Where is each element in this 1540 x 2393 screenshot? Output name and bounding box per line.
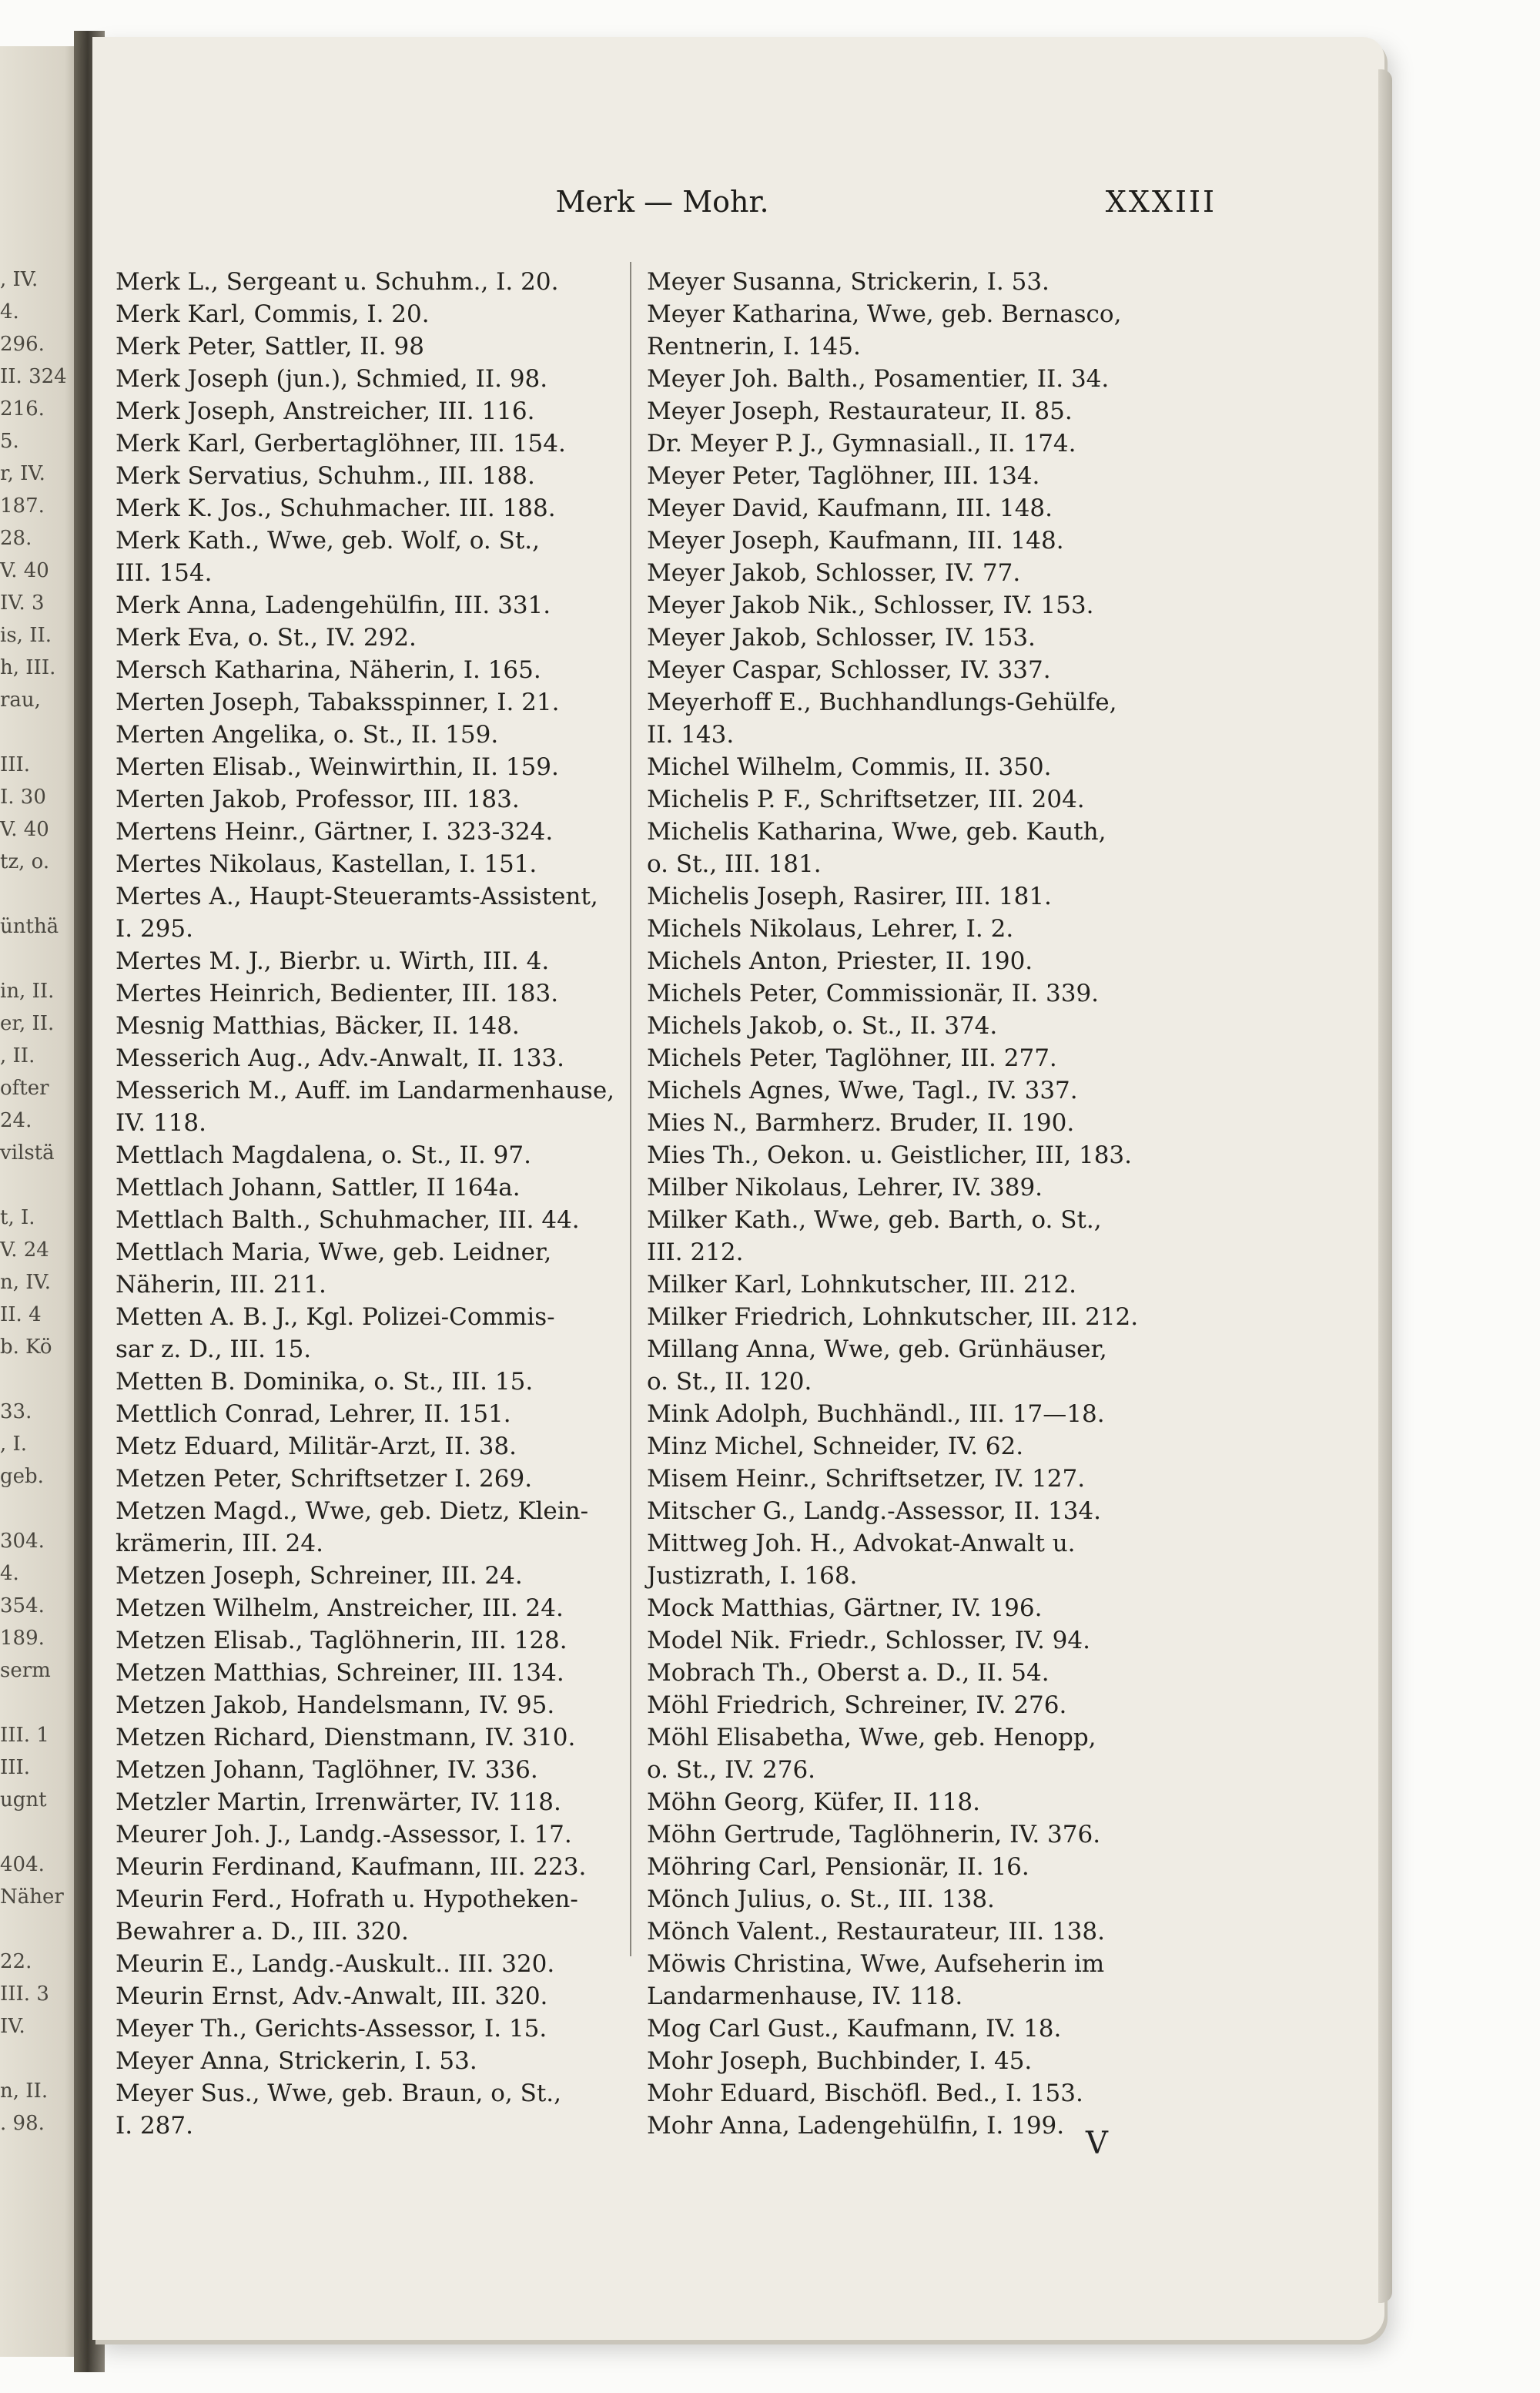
directory-entry-line: Merk Karl, Commis, I. 20. [116, 300, 430, 328]
directory-entry-line: Metzen Jakob, Handelsmann, IV. 95. [116, 1691, 555, 1719]
facing-page-fragment: . 98. [0, 2112, 45, 2135]
facing-page-fragment: V. 40 [0, 818, 49, 841]
directory-entry-line: Meyer Katharina, Wwe, geb. Bernasco, [647, 300, 1122, 328]
directory-entry-line: o. St., III. 181. [647, 850, 822, 878]
facing-page-fragment: tz, o. [0, 850, 50, 873]
directory-entry-line: Meyer Jakob Nik., Schlosser, IV. 153. [647, 592, 1094, 619]
directory-entry-line: sar z. D., III. 15. [116, 1336, 312, 1363]
directory-entry-line: Metten A. B. J., Kgl. Polizei-Commis- [116, 1303, 555, 1331]
directory-entry-line: Mobrach Th., Oberst a. D., II. 54. [647, 1659, 1050, 1687]
directory-entry-line: Meurin Ferd., Hofrath u. Hypotheken- [116, 1885, 578, 1913]
directory-entry-line: Mock Matthias, Gärtner, IV. 196. [647, 1594, 1043, 1622]
facing-page-fragment: ugnt [0, 1788, 47, 1812]
directory-entry-line: Merk Peter, Sattler, II. 98 [116, 333, 424, 360]
facing-page-fragment: 22. [0, 1950, 32, 1973]
directory-entry-line: Michels Jakob, o. St., II. 374. [647, 1012, 998, 1040]
directory-entry-line: Möhn Gertrude, Taglöhnerin, IV. 376. [647, 1821, 1101, 1848]
directory-entry-line: IV. 118. [116, 1109, 206, 1137]
directory-entry-line: Merk Karl, Gerbertaglöhner, III. 154. [116, 430, 566, 457]
directory-entry-line: Mertens Heinr., Gärtner, I. 323-324. [116, 818, 554, 846]
directory-entry-line: Möhl Friedrich, Schreiner, IV. 276. [647, 1691, 1067, 1719]
directory-entry-line: Mettlich Conrad, Lehrer, II. 151. [116, 1400, 511, 1428]
directory-entry-line: Merk Joseph (jun.), Schmied, II. 98. [116, 365, 548, 393]
facing-page-fragment: 187. [0, 494, 45, 518]
directory-entry-line: III. 154. [116, 559, 213, 587]
directory-entry-line: Meyer Sus., Wwe, geb. Braun, o, St., [116, 2080, 561, 2107]
directory-entry-line: Meurer Joh. J., Landg.-Assessor, I. 17. [116, 1821, 572, 1848]
directory-entry-line: Merk Servatius, Schuhm., III. 188. [116, 462, 535, 490]
directory-entry-line: Mittweg Joh. H., Advokat-Anwalt u. [647, 1530, 1076, 1557]
directory-entry-line: Metzen Joseph, Schreiner, III. 24. [116, 1562, 523, 1590]
directory-entry-line: Messerich M., Auff. im Landarmenhause, [116, 1077, 615, 1104]
facing-page-fragment: , IV. [0, 268, 38, 291]
directory-entry-line: Messerich Aug., Adv.-Anwalt, II. 133. [116, 1044, 564, 1072]
directory-entry-line: Möhring Carl, Pensionär, II. 16. [647, 1853, 1029, 1881]
facing-page-fragment: II. 4 [0, 1303, 42, 1326]
facing-page-fragment: , II. [0, 1044, 35, 1067]
page-edge-shadow [1378, 69, 1392, 2303]
page-numeral: XXXIII [1105, 185, 1217, 219]
facing-page-fragment: V. 24 [0, 1238, 49, 1262]
directory-entry-line: Justizrath, I. 168. [647, 1562, 858, 1590]
directory-entry-line: Michelis Joseph, Rasirer, III. 181. [647, 883, 1052, 910]
directory-entry-line: Mertes Nikolaus, Kastellan, I. 151. [116, 850, 537, 878]
facing-page-fragment: III. [0, 1756, 31, 1779]
directory-entry-line: Metzen Peter, Schriftsetzer I. 269. [116, 1465, 533, 1493]
directory-entry-line: Milker Karl, Lohnkutscher, III. 212. [647, 1271, 1077, 1299]
directory-entry-line: Mertes A., Haupt-Steueramts-Assistent, [116, 883, 598, 910]
facing-page-fragment: h, III. [0, 656, 56, 679]
directory-entry-line: Meyer Peter, Taglöhner, III. 134. [647, 462, 1040, 490]
directory-entry-line: Mies N., Barmherz. Bruder, II. 190. [647, 1109, 1075, 1137]
directory-entry-line: Meyer Anna, Strickerin, I. 53. [116, 2047, 477, 2075]
facing-page-fragment: b. Kö [0, 1336, 52, 1359]
facing-page-fragment: V. 40 [0, 559, 49, 582]
facing-page-fragment: I. 30 [0, 786, 46, 809]
facing-page-fragment: 216. [0, 397, 45, 421]
facing-page-fragment: IV. [0, 2015, 25, 2038]
directory-entry-line: Metzen Richard, Dienstmann, IV. 310. [116, 1724, 576, 1751]
directory-entry-line: Mönch Valent., Restaurateur, III. 138. [647, 1918, 1105, 1946]
directory-entry-line: Mitscher G., Landg.-Assessor, II. 134. [647, 1497, 1102, 1525]
directory-entry-line: Michel Wilhelm, Commis, II. 350. [647, 753, 1052, 781]
directory-entry-line: Merten Joseph, Tabaksspinner, I. 21. [116, 689, 560, 716]
directory-entry-line: Mog Carl Gust., Kaufmann, IV. 18. [647, 2015, 1062, 2043]
directory-entry-line: Möwis Christina, Wwe, Aufseherin im [647, 1950, 1105, 1978]
directory-entry-line: Meyer David, Kaufmann, III. 148. [647, 494, 1053, 522]
facing-page-fragment: IV. 3 [0, 592, 45, 615]
directory-entry-line: Meurin Ferdinand, Kaufmann, III. 223. [116, 1853, 587, 1881]
directory-entry-line: Michelis Katharina, Wwe, geb. Kauth, [647, 818, 1106, 846]
directory-entry-line: Metzen Magd., Wwe, geb. Dietz, Klein- [116, 1497, 589, 1525]
directory-entry-line: Metzen Wilhelm, Anstreicher, III. 24. [116, 1594, 564, 1622]
directory-entry-line: Merten Jakob, Professor, III. 183. [116, 786, 520, 813]
directory-entry-line: Merten Angelika, o. St., II. 159. [116, 721, 499, 749]
directory-entry-line: Metz Eduard, Militär-Arzt, II. 38. [116, 1433, 517, 1460]
directory-entry-line: Michels Anton, Priester, II. 190. [647, 947, 1033, 975]
directory-entry-line: Mertes M. J., Bierbr. u. Wirth, III. 4. [116, 947, 550, 975]
directory-entry-line: I. 287. [116, 2112, 193, 2140]
directory-entry-line: Meyerhoff E., Buchhandlungs-Gehülfe, [647, 689, 1117, 716]
facing-page-fragment: 24. [0, 1109, 32, 1132]
facing-page-fragment: 4. [0, 300, 19, 323]
directory-entry-line: Merten Elisab., Weinwirthin, II. 159. [116, 753, 559, 781]
directory-entry-line: Merk Joseph, Anstreicher, III. 116. [116, 397, 535, 425]
directory-entry-line: Möhn Georg, Küfer, II. 118. [647, 1788, 980, 1816]
directory-entry-line: krämerin, III. 24. [116, 1530, 323, 1557]
directory-entry-line: Möhl Elisabetha, Wwe, geb. Henopp, [647, 1724, 1096, 1751]
directory-entry-line: Michels Peter, Commissionär, II. 339. [647, 980, 1100, 1007]
directory-entry-line: Merk Anna, Ladengehülfin, III. 331. [116, 592, 551, 619]
facing-page-fragment: geb. [0, 1465, 44, 1488]
directory-entry-line: Mönch Julius, o. St., III. 138. [647, 1885, 995, 1913]
directory-entry-line: Meyer Jakob, Schlosser, IV. 153. [647, 624, 1036, 652]
directory-entry-line: Metzler Martin, Irrenwärter, IV. 118. [116, 1788, 561, 1816]
facing-page-fragment: 404. [0, 1853, 45, 1876]
directory-entry-line: Model Nik. Friedr., Schlosser, IV. 94. [647, 1627, 1090, 1654]
facing-page-fragment: in, II. [0, 980, 55, 1003]
directory-entry-line: o. St., II. 120. [647, 1368, 812, 1396]
facing-page-fragment: vilstä [0, 1141, 55, 1165]
facing-page-fragment: serm [0, 1659, 51, 1682]
directory-entry-line: Metzen Johann, Taglöhner, IV. 336. [116, 1756, 538, 1784]
directory-entry-line: II. 143. [647, 721, 735, 749]
directory-entry-line: Millang Anna, Wwe, geb. Grünhäuser, [647, 1336, 1107, 1363]
directory-entry-line: Näherin, III. 211. [116, 1271, 326, 1299]
directory-entry-line: Meurin Ernst, Adv.-Anwalt, III. 320. [116, 1982, 548, 2010]
directory-entry-line: Meyer Th., Gerichts-Assessor, I. 15. [116, 2015, 547, 2043]
facing-page-fragment: II. 324 [0, 365, 67, 388]
directory-entry-line: Mettlach Maria, Wwe, geb. Leidner, [116, 1238, 552, 1266]
facing-page-fragment: 5. [0, 430, 19, 453]
facing-page-fragment: 4. [0, 1562, 19, 1585]
facing-page-fragment: III. 3 [0, 1982, 49, 2006]
header-title: Merk — Mohr. [555, 185, 769, 219]
directory-entry-line: Mettlach Balth., Schuhmacher, III. 44. [116, 1206, 580, 1234]
directory-entry-line: Mersch Katharina, Näherin, I. 165. [116, 656, 541, 684]
directory-entry-line: Michels Peter, Taglöhner, III. 277. [647, 1044, 1057, 1072]
signature-mark: V [1086, 2126, 1108, 2161]
facing-page-fragment: , I. [0, 1433, 28, 1456]
directory-entry-line: Milker Kath., Wwe, geb. Barth, o. St., [647, 1206, 1102, 1234]
directory-entry-line: Metzen Matthias, Schreiner, III. 134. [116, 1659, 564, 1687]
directory-entry-line: Meurin E., Landg.-Auskult.. III. 320. [116, 1950, 555, 1978]
directory-entry-line: Landarmenhause, IV. 118. [647, 1982, 963, 2010]
facing-page-fragment: III. [0, 753, 31, 776]
directory-entry-line: Michelis P. F., Schriftsetzer, III. 204. [647, 786, 1085, 813]
facing-page-fragment: Näher [0, 1885, 64, 1909]
directory-entry-line: Meyer Joh. Balth., Posamentier, II. 34. [647, 365, 1110, 393]
facing-page-fragment: 28. [0, 527, 32, 550]
directory-entry-line: I. 295. [116, 915, 193, 943]
directory-entry-line: Mies Th., Oekon. u. Geistlicher, III, 183. [647, 1141, 1133, 1169]
directory-entry-line: Mink Adolph, Buchhändl., III. 17—18. [647, 1400, 1105, 1428]
directory-entry-line: Meyer Jakob, Schlosser, IV. 77. [647, 559, 1021, 587]
directory-entry-line: Misem Heinr., Schriftsetzer, IV. 127. [647, 1465, 1086, 1493]
facing-page-fragment: ofter [0, 1077, 49, 1100]
directory-entry-line: Metten B. Dominika, o. St., III. 15. [116, 1368, 534, 1396]
directory-entry-line: Milber Nikolaus, Lehrer, IV. 389. [647, 1174, 1043, 1202]
directory-entry-line: Meyer Susanna, Strickerin, I. 53. [647, 268, 1050, 296]
directory-entry-line: Mesnig Matthias, Bäcker, II. 148. [116, 1012, 520, 1040]
facing-page-fragment: t, I. [0, 1206, 35, 1229]
directory-entry-line: Mohr Anna, Ladengehülfin, I. 199. [647, 2112, 1065, 2140]
directory-entry-line: Meyer Joseph, Kaufmann, III. 148. [647, 527, 1064, 555]
directory-entry-line: Minz Michel, Schneider, IV. 62. [647, 1433, 1024, 1460]
column-divider [630, 262, 631, 1956]
directory-entry-line: Mettlach Johann, Sattler, II 164a. [116, 1174, 521, 1202]
facing-page-fragment: 304. [0, 1530, 45, 1553]
facing-page-fragment: n, IV. [0, 1271, 52, 1294]
facing-page-fragment: ünthä [0, 915, 59, 938]
directory-entry-line: Mohr Joseph, Buchbinder, I. 45. [647, 2047, 1033, 2075]
facing-page-fragment: r, IV. [0, 462, 45, 485]
facing-page-fragment: rau, [0, 689, 41, 712]
running-header [108, 185, 1217, 231]
directory-entry-line: Meyer Joseph, Restaurateur, II. 85. [647, 397, 1073, 425]
directory-entry-line: Dr. Meyer P. J., Gymnasiall., II. 174. [647, 430, 1076, 457]
facing-page-fragment: n, II. [0, 2080, 49, 2103]
directory-entry-line: Mettlach Magdalena, o. St., II. 97. [116, 1141, 531, 1169]
facing-page-fragment: er, II. [0, 1012, 55, 1035]
directory-entry-line: Meyer Caspar, Schlosser, IV. 337. [647, 656, 1051, 684]
facing-page-fragment: 296. [0, 333, 45, 356]
directory-entry-line: Mertes Heinrich, Bedienter, III. 183. [116, 980, 559, 1007]
facing-page-fragment: 33. [0, 1400, 32, 1423]
directory-entry-line: Merk L., Sergeant u. Schuhm., I. 20. [116, 268, 559, 296]
directory-entry-line: Michels Nikolaus, Lehrer, I. 2. [647, 915, 1014, 943]
directory-entry-line: Mohr Eduard, Bischöfl. Bed., I. 153. [647, 2080, 1083, 2107]
facing-page-fragment: 354. [0, 1594, 45, 1617]
directory-entry-line: Bewahrer a. D., III. 320. [116, 1918, 409, 1946]
directory-entry-line: Merk K. Jos., Schuhmacher. III. 188. [116, 494, 556, 522]
directory-entry-line: Merk Kath., Wwe, geb. Wolf, o. St., [116, 527, 541, 555]
directory-entry-line: Rentnerin, I. 145. [647, 333, 861, 360]
facing-page-fragment: 189. [0, 1627, 45, 1650]
facing-page-fragment: III. 1 [0, 1724, 49, 1747]
directory-entry-line: Metzen Elisab., Taglöhnerin, III. 128. [116, 1627, 567, 1654]
directory-entry-line: Michels Agnes, Wwe, Tagl., IV. 337. [647, 1077, 1078, 1104]
directory-entry-line: Milker Friedrich, Lohnkutscher, III. 212. [647, 1303, 1139, 1331]
directory-entry-line: o. St., IV. 276. [647, 1756, 816, 1784]
directory-entry-line: III. 212. [647, 1238, 744, 1266]
directory-entry-line: Merk Eva, o. St., IV. 292. [116, 624, 417, 652]
facing-page-fragment: is, II. [0, 624, 52, 647]
